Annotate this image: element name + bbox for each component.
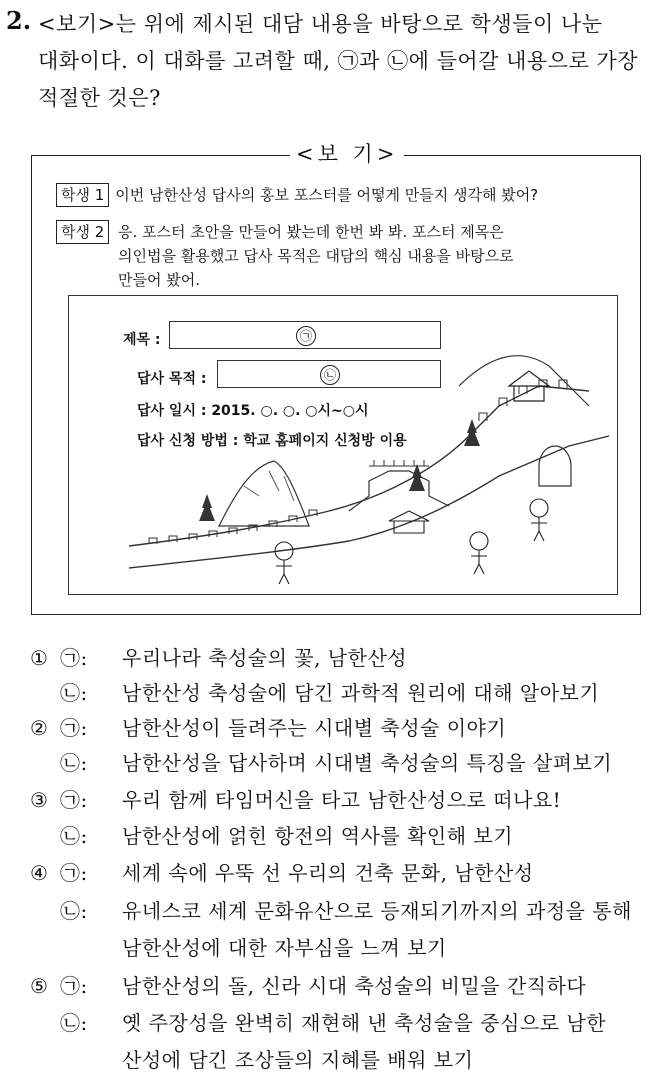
student2-line: 의인법을 활용했고 답사 목적은 대담의 핵심 내용을 바탕으로 [118, 247, 514, 265]
choice-5-purpose-cont: 산성에 담긴 조상들의 지혜를 배워 보기 [122, 1048, 474, 1072]
choice-mark: ㉠: [60, 788, 88, 812]
choice-4-a[interactable] [30, 855, 534, 891]
choice-5-b [30, 1005, 606, 1041]
choice-3-purpose: 남한산성에 얽힌 항전의 역사를 확인해 보기 [122, 824, 514, 848]
student1-text: 이번 남한산성 답사의 홍보 포스터를 어떻게 만들지 생각해 봤어? [115, 186, 539, 204]
fortress-icon [349, 471, 449, 511]
choice-5-number: ⑤ [30, 974, 49, 998]
choice-mark: ㉡: [60, 681, 88, 705]
choice-mark: ㉠: [60, 646, 88, 670]
choice-1-purpose: 남한산성 축성술에 담긴 과학적 원리에 대해 알아보기 [122, 681, 600, 705]
bogi-title: <보 기> [290, 138, 404, 168]
poster-title-label: 제목 : [123, 332, 161, 348]
question-number: 2. [6, 6, 32, 35]
choice-4-b [30, 893, 632, 929]
choice-5-a[interactable] [30, 968, 586, 1004]
choice-1-number: ① [30, 646, 49, 670]
choice-4-purpose: 유네스코 세계 문화유산으로 등재되기까지의 과정을 통해 [122, 899, 632, 923]
choice-2-title: 남한산성이 들려주는 시대별 축성술 이야기 [122, 716, 507, 740]
choice-mark: ㉡: [60, 1011, 88, 1035]
choice-4-number: ④ [30, 861, 49, 885]
choice-4-title: 세계 속에 우뚝 선 우리의 건축 문화, 남한산성 [122, 861, 534, 885]
student2-line: 만들어 봤어. [118, 271, 200, 289]
question-stem [38, 6, 658, 117]
choice-2-b [30, 745, 612, 781]
poster-title-mark: ㉠ [296, 326, 316, 346]
choice-2-number: ② [30, 716, 49, 740]
stem-line: 적절한 것은? [38, 86, 161, 110]
stem-line: 대화이다. 이 대화를 고려할 때, ㉠과 ㉡에 들어갈 내용으로 가장 [38, 49, 639, 73]
pavilion-icon [509, 371, 549, 401]
student2-row [56, 220, 626, 292]
choice-mark: ㉠: [60, 716, 88, 740]
stem-line: <보기>는 위에 제시된 대담 내용을 바탕으로 학생들이 나눈 [38, 12, 603, 36]
poster-purpose-label: 답사 목적 : [137, 371, 207, 387]
choice-mark: ㉠: [60, 861, 88, 885]
poster-title-box [169, 321, 441, 349]
choice-1-b [30, 675, 599, 711]
choice-5-title: 남한산성의 돌, 신라 시대 축성술의 비밀을 간직하다 [122, 974, 587, 998]
choice-3-number: ③ [30, 788, 49, 812]
choice-mark: ㉡: [60, 899, 88, 923]
poster-purpose-box [217, 360, 441, 388]
choice-5-purpose: 옛 주장성을 완벽히 재현해 낸 축성술을 중심으로 남한 [122, 1011, 607, 1035]
choice-mark: ㉡: [60, 824, 88, 848]
choice-2-a[interactable] [30, 710, 506, 746]
student1-row [56, 183, 538, 207]
choice-1-a[interactable] [30, 640, 407, 676]
student2-tag: 학생 2 [56, 220, 109, 244]
choice-3-b [30, 818, 513, 854]
choice-3-a[interactable] [30, 782, 561, 818]
choice-2-purpose: 남한산성을 답사하며 시대별 축성술의 특징을 살펴보기 [122, 751, 613, 775]
student1-tag: 학생 1 [56, 183, 109, 207]
choice-1-title: 우리나라 축성술의 꽃, 남한산성 [122, 646, 408, 670]
choice-3-title: 우리 함께 타임머신을 타고 남한산성으로 떠나요! [122, 788, 562, 812]
choice-mark: ㉡: [60, 751, 88, 775]
poster-purpose-mark: ㉡ [320, 365, 340, 385]
choice-mark: ㉠: [60, 974, 88, 998]
student2-text [118, 220, 626, 292]
poster-apply-line: 답사 신청 방법 : 학교 홈페이지 신청방 이용 [137, 433, 407, 449]
poster-date-line: 답사 일시 : 2015. ○. ○. ○시~○시 [137, 403, 369, 419]
student2-line: 응. 포스터 초안을 만들어 봤는데 한번 봐 봐. 포스터 제목은 [118, 223, 504, 241]
choice-4-purpose-cont: 남한산성에 대한 자부심을 느껴 보기 [122, 936, 447, 960]
poster [68, 295, 618, 595]
